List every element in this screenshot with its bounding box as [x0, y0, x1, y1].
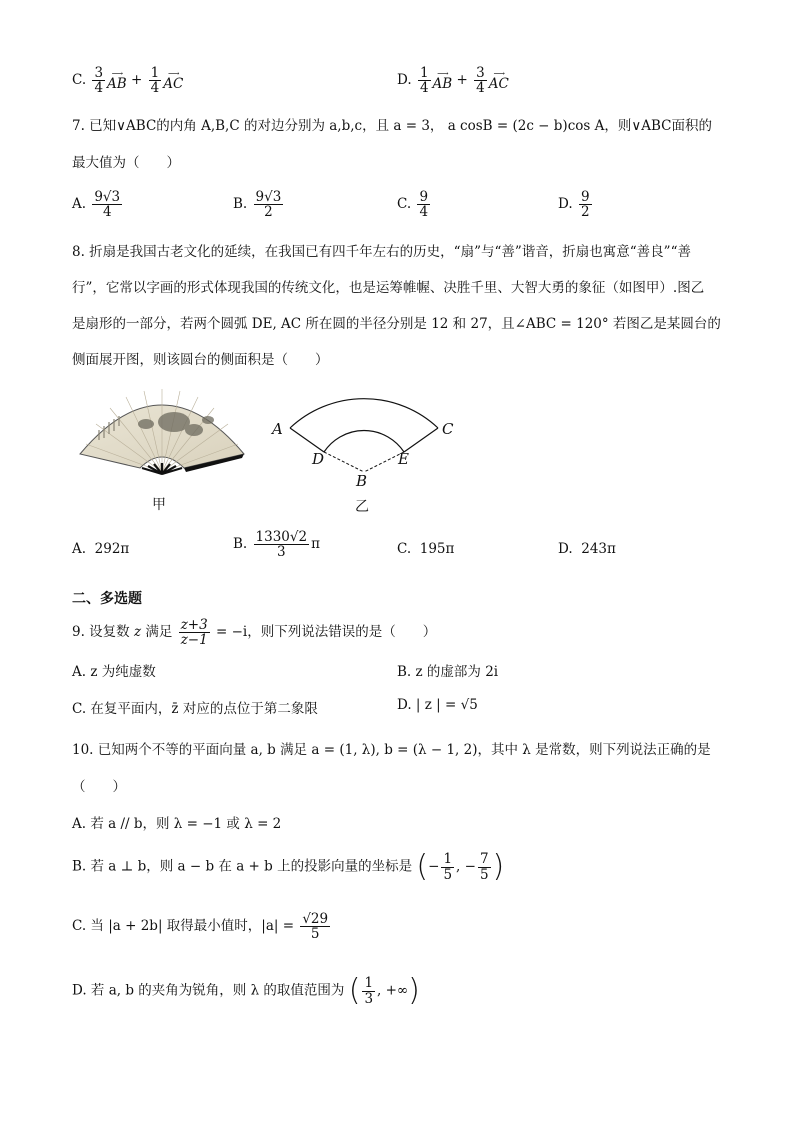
option-letter: C.: [72, 72, 87, 89]
figure-label-jia: 甲: [152, 497, 166, 513]
option-letter: A.: [72, 541, 87, 557]
vector: ⟶ AC: [163, 68, 184, 92]
option-letter: D.: [558, 541, 573, 557]
q9-option-a[interactable]: A. z 为纯虚数: [72, 664, 156, 680]
option-text: B. 若 a ⊥ b，则 a − b 在 a + b 上的投影向量的坐标是: [72, 858, 413, 875]
option-text: D. 若 a, b 的夹角为锐角，则 λ 的取值范围为: [72, 982, 345, 999]
fraction: $\frac{9}{4}$: [419, 189, 429, 221]
q9-option-d[interactable]: D. | z | = √5: [397, 697, 478, 713]
fraction: $\frac{9√3}{2}$: [255, 189, 282, 221]
figure-label-yi: 乙: [355, 499, 369, 515]
q7-option-b[interactable]: [233, 190, 285, 219]
option-letter: C.: [397, 541, 412, 557]
point-label-c: C: [442, 420, 454, 438]
q7-option-c[interactable]: [397, 190, 432, 219]
option-text: 292π: [94, 541, 130, 557]
q10-stem-line2: （ ）: [72, 779, 126, 795]
q7-option-d[interactable]: [558, 190, 594, 219]
q8-stem-line1: 8. 折扇是我国古老文化的延续，在我国已有四千年左右的历史，“扇”与“善”谐音，折扇也寓意“善良”“善: [72, 244, 691, 260]
q7-stem-line1: 7. 已知∨ABC的内角 A,B,C 的对边分别为 a,b,c，且 a = 3， a cosB = (2c − b)cos A，则∨ABC面积的: [72, 118, 712, 134]
fraction: $\frac{1}{3}$: [364, 975, 374, 1007]
q9-option-b[interactable]: B. z 的虚部为 2i: [397, 664, 499, 680]
option-letter: C.: [397, 196, 412, 213]
q10-option-a[interactable]: A. 若 a // b，则 λ = −1 或 λ = 2: [72, 816, 282, 832]
q8-stem-line4: 侧面展开图，则该圆台的侧面积是（ ）: [72, 352, 329, 368]
q10-stem-line1: 10. 已知两个不等的平面向量 a, b 满足 a = (1, λ), b = (λ − 1, 2)，其中 λ 是常数，则下列说法正确的是: [72, 742, 711, 758]
point-label-a: A: [272, 420, 283, 438]
fraction: $\frac{1330√2}{3}$: [255, 529, 308, 561]
q10-option-b[interactable]: B. 若 a ⊥ b，则 a − b 在 a + b 上的投影向量的坐标是 (− $\frac{1}{5}$ , − $\frac{7}{5}$ ): [72, 849, 505, 884]
q7-option-a[interactable]: [72, 190, 124, 219]
option-letter: D.: [558, 196, 573, 213]
q6-option-d[interactable]: D. $\frac{1}{4}$ ⟶ AB + $\frac{3}{4}$ ⟶ AC: [397, 65, 509, 97]
fraction: $\frac{1}{4}$: [150, 65, 160, 97]
vector: ⟶ AB: [432, 68, 453, 92]
folding-fan-figure: [76, 384, 248, 476]
q8-option-a[interactable]: [72, 541, 129, 557]
option-letter: A.: [72, 196, 87, 213]
vector: ⟶ AC: [488, 68, 509, 92]
q8-option-c[interactable]: [397, 541, 454, 557]
q9-option-c[interactable]: C. 在复平面内，z̄ 对应的点位于第二象限: [72, 701, 318, 717]
fraction: $\frac{1}{4}$: [419, 65, 429, 97]
fraction: $\frac{z+3}{z-1}$: [180, 617, 208, 649]
option-text: 195π: [419, 541, 455, 557]
option-letter: D.: [397, 72, 412, 89]
q6-option-c[interactable]: C. $\frac{3}{4}$ ⟶ AB + $\frac{1}{4}$ ⟶ AC: [72, 65, 184, 97]
option-text: C. 当 |a + 2b| 取得最小值时，|a| =: [72, 918, 295, 935]
fraction: $\frac{7}{5}$: [479, 851, 489, 883]
vector: ⟶ AB: [107, 68, 127, 92]
q8-option-d[interactable]: [558, 541, 616, 557]
fraction: $\frac{√29}{5}$: [302, 911, 329, 943]
q9-stem: 9. 设复数 z 满足 $\frac{z+3}{z-1}$ = −i，则下列说法错误的是（ ）: [72, 617, 437, 649]
fraction: $\frac{3}{4}$: [94, 65, 104, 97]
fraction: $\frac{3}{4}$: [476, 65, 485, 97]
point-label-d: D: [312, 450, 325, 468]
q8-stem-line2: 行”，它常以字画的形式体现我国的传统文化，也是运筹帷幄、决胜千里、大智大勇的象征（如图甲）.图乙: [72, 280, 705, 296]
point-label-b: B: [356, 472, 368, 490]
q10-option-d[interactable]: D. 若 a, b 的夹角为锐角，则 λ 的取值范围为 ( $\frac{1}{3}$ , +∞): [72, 973, 420, 1008]
q7-stem-line2: 最大值为（ ）: [72, 155, 180, 171]
fraction: $\frac{9√3}{4}$: [94, 189, 121, 221]
option-letter: B.: [233, 196, 248, 213]
point-label-e: E: [398, 450, 409, 468]
section-heading-multi-choice: 二、多选题: [72, 591, 142, 607]
pi-symbol: π: [311, 536, 320, 553]
fraction: $\frac{9}{2}$: [580, 189, 590, 221]
fraction: $\frac{1}{5}$: [443, 851, 453, 883]
option-text: 243π: [581, 541, 616, 557]
q10-option-c[interactable]: [72, 912, 332, 941]
q8-stem-line3: 是扇形的一部分，若两个圆弧 DE, AC 所在圆的半径分别是 12 和 27，且∠ABC = 120° 若图乙是某圆台的: [72, 316, 721, 332]
q8-option-b[interactable]: [233, 530, 320, 559]
interval-tail: , +∞: [377, 982, 409, 999]
option-letter: B.: [233, 536, 248, 553]
